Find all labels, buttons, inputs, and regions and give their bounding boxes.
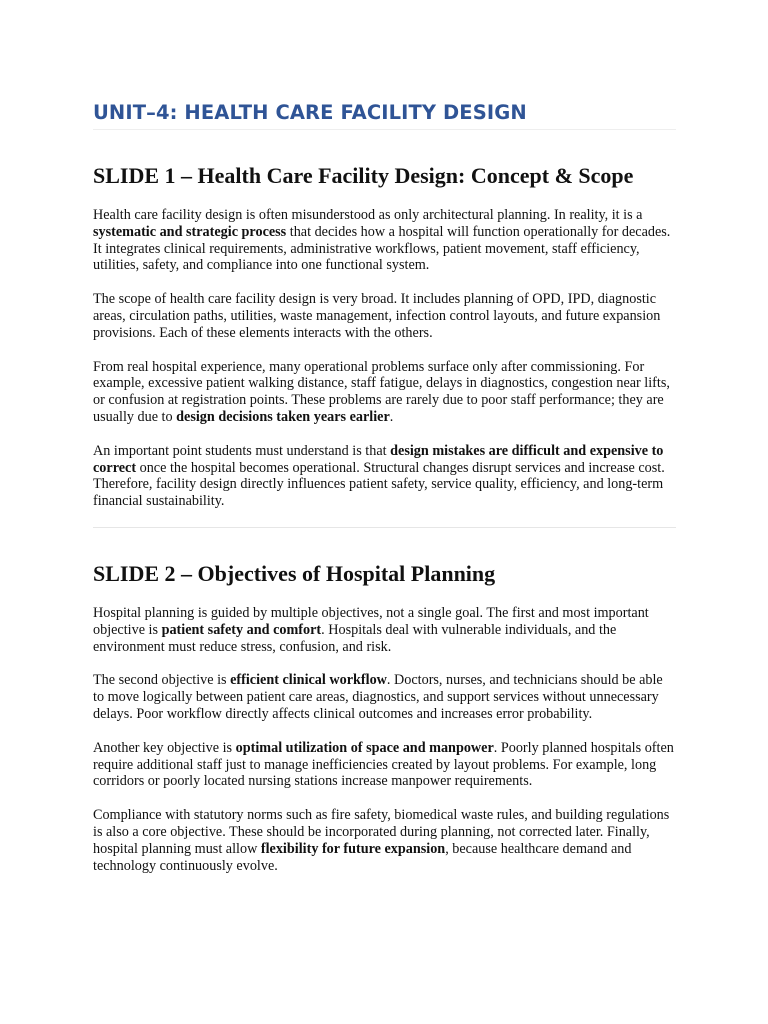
section-divider (93, 527, 676, 528)
document-page (93, 100, 676, 874)
slide2-p4-bold: flexibility for future expansion (260, 840, 446, 857)
slide2-p2-text-a: The second objective is (93, 672, 231, 689)
slide2-title: SLIDE 2 – Objectives of Hospital Planning (93, 560, 496, 586)
slide2-p3-text-a: Another key objective is (93, 739, 236, 756)
slide2-paragraph-2 (93, 672, 676, 722)
slide2-paragraph-3 (93, 740, 676, 790)
slide2-p3-bold: optimal utilization of space and manpower (235, 739, 494, 756)
slide1-p4-text-c: once the hospital becomes operational. Structural changes disrupt services and increase cost. Therefore, facility design directly influences patient safety, service quality, efficiency, and long-term financial sustainability. (93, 459, 665, 510)
slide2-p2-bold: efficient clinical workflow (230, 672, 387, 689)
slide2-p4-text-c: , because healthcare demand and technology continuously evolve. (93, 840, 632, 874)
slide1-title: SLIDE 1 – Health Care Facility Design: Concept & Scope (93, 163, 634, 188)
slide1-p3-text-c: . (389, 408, 394, 425)
slide1-p4-bold: design mistakes are difficult and expensive to correct (93, 442, 664, 476)
slide2-paragraph-1 (93, 605, 676, 655)
slide1-p4-text-a: An important point students must understand is that (93, 442, 391, 459)
slide1-p3-bold: design decisions taken years earlier (176, 408, 390, 425)
unit-title: UNIT–4: HEALTH CARE FACILITY DESIGN (93, 100, 676, 130)
slide1-paragraph-1 (93, 207, 676, 274)
slide2-p3-text-c: . Poorly planned hospitals often require additional staff just to manage inefficiencies created by layout problems. For example, long corridors or poorly located nursing stations increase manpower requirements. (93, 739, 674, 790)
slide1-paragraph-4 (93, 443, 676, 510)
slide2-p2-text-c: . Doctors, nurses, and technicians should be able to move logically between patient care areas, diagnostics, and support services without unnecessary delays. Poor workflow directly affects clinical outcomes and increases error probability. (93, 672, 663, 722)
slide1-p3-text-a: From real hospital experience, many operational problems surface only after commissioning. For example, excessive patient walking distance, staff fatigue, delays in diagnostics, congestion near lifts, or confusion at registration points. These problems are rarely due to poor staff performance; they are usually due to (93, 358, 670, 425)
slide2-p4-text-a: Compliance with statutory norms such as fire safety, biomedical waste rules, and building regulations is also a core objective. These should be incorporated during planning, not corrected later. Finally, hospital planning must allow (93, 807, 670, 857)
slide1-p1-text-c: that decides how a hospital will function operationally for decades. It integrates clinical requirements, administrative workflows, patient movement, staff efficiency, utilities, safety, and compliance into one functional system. (93, 223, 671, 274)
slide2-p1-bold: patient safety and comfort (161, 621, 322, 638)
slide1-paragraph-2: The scope of health care facility design is very broad. It includes planning of OPD, IPD, diagnostic areas, circulation paths, utilities, waste management, infection control layouts, and future expansion provisions. Each of these elements interacts with the others. (93, 291, 661, 341)
slide1-p1-bold: systematic and strategic process (93, 223, 287, 240)
slide2-p1-text-c: . Hospitals deal with vulnerable individuals, and the environment must reduce stress, confusion, and risk. (93, 621, 617, 655)
slide2-paragraph-4 (93, 807, 676, 874)
slide2-p1-text-a: Hospital planning is guided by multiple objectives, not a single goal. The first and most important objective is (93, 604, 649, 638)
slide1-paragraph-3 (93, 359, 676, 426)
slide1-p1-text-a: Health care facility design is often misunderstood as only architectural planning. In reality, it is a (93, 207, 643, 223)
